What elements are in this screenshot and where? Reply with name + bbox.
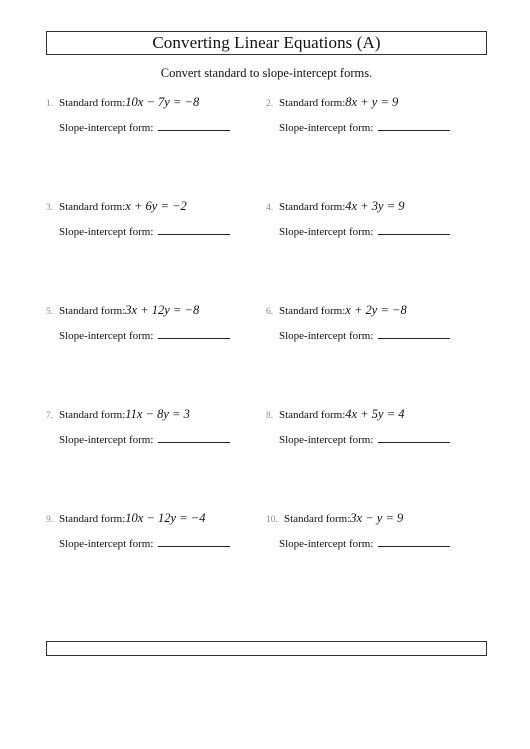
worksheet-title-text: Converting Linear Equations (A) (152, 33, 381, 52)
answer-blank[interactable] (158, 433, 230, 443)
slope-intercept-label: Slope-intercept form: (279, 538, 374, 550)
problem-number: 2. (266, 99, 274, 109)
slope-intercept-label: Slope-intercept form: (59, 330, 154, 342)
slope-intercept-label: Slope-intercept form: (279, 226, 374, 238)
answer-blank[interactable] (158, 121, 230, 131)
standard-form-label: Standard form: (279, 409, 346, 421)
standard-form-label: Standard form: (59, 305, 126, 317)
slope-intercept-label: Slope-intercept form: (59, 434, 154, 446)
worksheet-title (46, 31, 487, 55)
problem-number: 1. (46, 99, 54, 109)
standard-form-equation: x + 6y = −2 (125, 199, 187, 213)
standard-form-label: Standard form: (59, 409, 126, 421)
standard-form-label: Standard form: (279, 305, 346, 317)
answer-blank[interactable] (158, 329, 230, 339)
problem-number: 3. (46, 203, 54, 213)
instructions: Convert standard to slope-intercept forms. (160, 66, 373, 80)
problem-number: 7. (46, 411, 54, 421)
answer-blank[interactable] (378, 225, 450, 235)
slope-intercept-label: Slope-intercept form: (59, 122, 154, 134)
standard-form-equation: 10x − 7y = −8 (125, 95, 200, 109)
answer-blank[interactable] (378, 121, 450, 131)
answer-blank[interactable] (378, 433, 450, 443)
problem-number: 5. (46, 307, 54, 317)
problem-number: 8. (266, 411, 274, 421)
problem-number: 9. (46, 515, 54, 525)
problem-number: 4. (266, 203, 274, 213)
answer-blank[interactable] (378, 537, 450, 547)
answer-blank[interactable] (378, 329, 450, 339)
standard-form-equation: 4x + 3y = 9 (345, 199, 405, 213)
standard-form-label: Standard form: (279, 201, 346, 213)
standard-form-equation: 8x + y = 9 (345, 95, 399, 109)
standard-form-equation: 3x − y = 9 (350, 511, 404, 525)
standard-form-label: Standard form: (279, 97, 346, 109)
standard-form-equation: 10x − 12y = −4 (125, 511, 206, 525)
standard-form-label: Standard form: (284, 513, 351, 525)
answer-blank[interactable] (158, 225, 230, 235)
answer-blank[interactable] (158, 537, 230, 547)
slope-intercept-label: Slope-intercept form: (279, 434, 374, 446)
standard-form-equation: 3x + 12y = −8 (125, 303, 200, 317)
standard-form-equation: x + 2y = −8 (345, 303, 407, 317)
footer-box (46, 641, 487, 656)
slope-intercept-label: Slope-intercept form: (59, 538, 154, 550)
slope-intercept-label: Slope-intercept form: (59, 226, 154, 238)
slope-intercept-label: Slope-intercept form: (279, 330, 374, 342)
standard-form-label: Standard form: (59, 201, 126, 213)
standard-form-equation: 11x − 8y = 3 (125, 407, 190, 421)
standard-form-equation: 4x + 5y = 4 (345, 407, 405, 421)
standard-form-label: Standard form: (59, 97, 126, 109)
standard-form-label: Standard form: (59, 513, 126, 525)
problem-number: 10. (266, 515, 278, 525)
problem-number: 6. (266, 307, 274, 317)
slope-intercept-label: Slope-intercept form: (279, 122, 374, 134)
